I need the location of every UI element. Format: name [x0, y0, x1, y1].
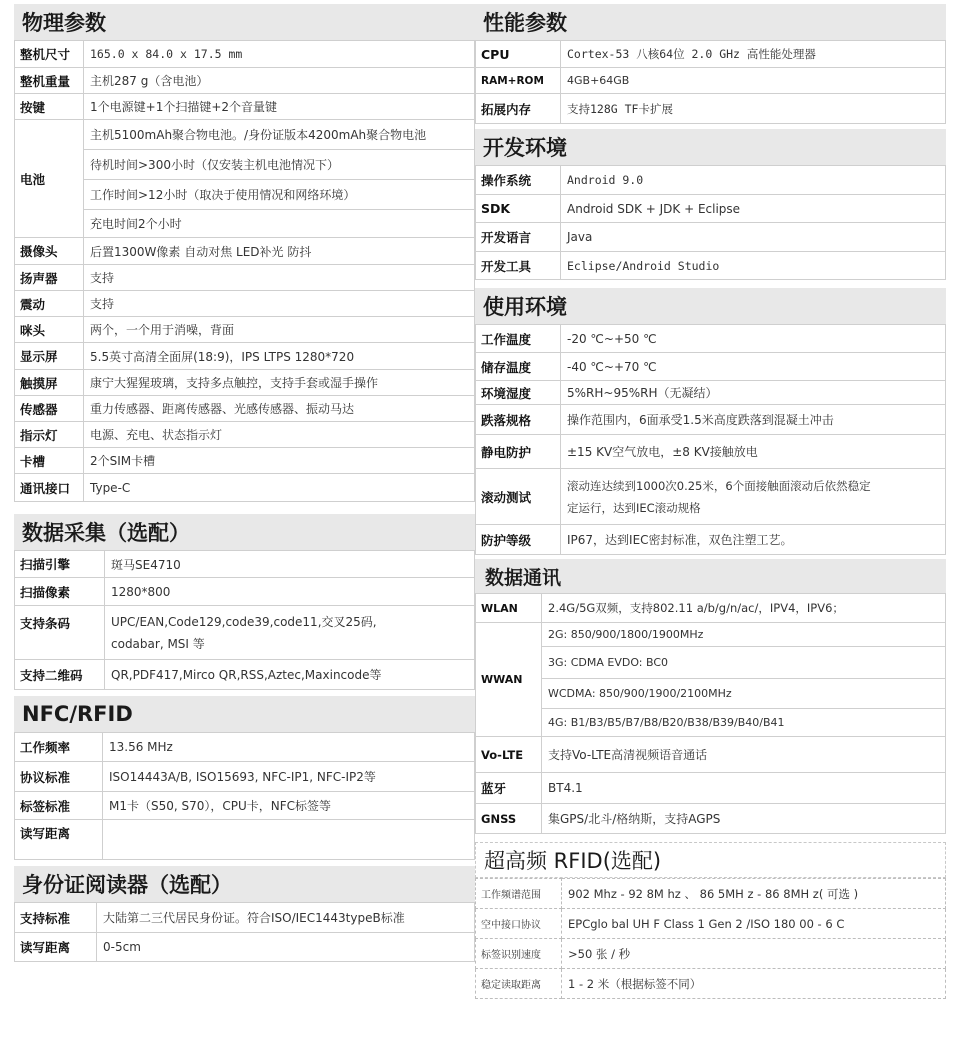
row-value: 0-5cm [97, 933, 475, 962]
row-value: 工作时间>12小时（取决于使用情况和网络环境） [84, 180, 475, 210]
row-key: 滚动测试 [476, 469, 561, 525]
table-row [476, 737, 946, 773]
row-key: 支持条码 [15, 606, 105, 660]
row-value: 康宁大猩猩玻璃，支持多点触控，支持手套或湿手操作 [84, 370, 475, 396]
row-value: 待机时间>300小时（仅安装主机电池情况下） [84, 150, 475, 180]
table-row [15, 180, 475, 210]
table-row [15, 820, 475, 860]
table-row [476, 969, 946, 999]
row-value: ISO14443A/B, ISO15693, NFC-IP1, NFC-IP2等 [103, 762, 475, 792]
table-row [15, 370, 475, 396]
table-row [15, 210, 475, 238]
uhf-table [475, 878, 946, 999]
row-value: 大陆第二三代居民身份证。符合ISO/IEC1443typeB标准 [97, 903, 475, 933]
table-row [15, 94, 475, 120]
table-row [15, 343, 475, 370]
table-row [15, 792, 475, 820]
row-value: 902 Mhz - 92 8M hz 、 86 5MH z - 86 8MH z( 可选 ) [562, 879, 946, 909]
section-title-idcard: 身份证阅读器（选配） [14, 866, 475, 902]
row-key: 卡槽 [15, 448, 84, 474]
row-value: EPCglo bal UH F Class 1 Gen 2 /ISO 180 00 - 6 C [562, 909, 946, 939]
table-row [476, 773, 946, 804]
row-value: 电源、充电、状态指示灯 [84, 422, 475, 448]
table-row [476, 709, 946, 737]
row-key: CPU [476, 41, 561, 68]
table-row [15, 317, 475, 343]
row-key: 扫描引擎 [15, 551, 105, 578]
row-key: Vo-LTE [476, 737, 542, 773]
row-key: 防护等级 [476, 525, 561, 555]
table-row [15, 733, 475, 762]
row-value [105, 606, 475, 660]
dev-table [475, 165, 946, 280]
table-row [15, 265, 475, 291]
row-value: >50 张 / 秒 [562, 939, 946, 969]
row-value: Android SDK + JDK + Eclipse [561, 195, 946, 223]
row-key: GNSS [476, 804, 542, 834]
row-key: 环境湿度 [476, 381, 561, 405]
row-value: 主机287 g（含电池） [84, 68, 475, 94]
row-value: BT4.1 [542, 773, 946, 804]
row-key: 开发语言 [476, 223, 561, 252]
table-row [15, 933, 475, 962]
row-value: WCDMA: 850/900/1900/2100MHz [542, 679, 946, 709]
row-value: 13.56 MHz [103, 733, 475, 762]
table-row [15, 422, 475, 448]
table-row [476, 353, 946, 381]
table-row [15, 474, 475, 502]
table-row [476, 166, 946, 195]
row-key: 协议标准 [15, 762, 103, 792]
table-row [15, 551, 475, 578]
table-row [476, 252, 946, 280]
table-row [15, 396, 475, 422]
row-value: -40 ℃~+70 ℃ [561, 353, 946, 381]
nfc-table [14, 732, 475, 860]
idcard-table [14, 902, 475, 962]
row-value: QR,PDF417,Mirco QR,RSS,Aztec,Maxincode等 [105, 660, 475, 690]
row-value: Android 9.0 [561, 166, 946, 195]
scan-table [14, 550, 475, 690]
spacer [475, 280, 946, 288]
row-key: 通讯接口 [15, 474, 84, 502]
row-key: 开发工具 [476, 252, 561, 280]
physical-table [14, 40, 475, 502]
row-key: 扫描像素 [15, 578, 105, 606]
row-value: 2个SIM卡槽 [84, 448, 475, 474]
row-key: RAM+ROM [476, 68, 561, 94]
table-row [15, 762, 475, 792]
table-row [476, 435, 946, 469]
table-row [476, 94, 946, 124]
row-value: 支持Vo-LTE高清视频语音通话 [542, 737, 946, 773]
table-row [476, 68, 946, 94]
table-row [476, 804, 946, 834]
section-title-physical: 物理参数 [14, 4, 475, 40]
spacer [475, 834, 946, 842]
row-value: IP67，达到IEC密封标准，双色注塑工艺。 [561, 525, 946, 555]
row-value: 两个，一个用于消噪，背面 [84, 317, 475, 343]
row-value: 2G: 850/900/1800/1900MHz [542, 623, 946, 647]
row-key: WLAN [476, 594, 542, 623]
row-key: 扬声器 [15, 265, 84, 291]
env-table [475, 324, 946, 555]
row-key: 操作系统 [476, 166, 561, 195]
table-row [15, 68, 475, 94]
row-key: 静电防护 [476, 435, 561, 469]
section-title-perf: 性能参数 [475, 4, 946, 40]
section-title-scan: 数据采集（选配） [14, 514, 475, 550]
row-value: 重力传感器、距离传感器、光感传感器、振动马达 [84, 396, 475, 422]
row-key: 支持标准 [15, 903, 97, 933]
section-title-dev: 开发环境 [475, 129, 946, 165]
row-value: 操作范围内，6面承受1.5米高度跌落到混凝土冲击 [561, 405, 946, 435]
section-title-uhf: 超高频 RFID(选配) [475, 842, 946, 878]
row-value: ±15 KV空气放电，±8 KV接触放电 [561, 435, 946, 469]
row-value: M1卡（S50, S70），CPU卡，NFC标签等 [103, 792, 475, 820]
row-key: 整机尺寸 [15, 41, 84, 68]
table-row [476, 879, 946, 909]
row-key: 读写距离 [15, 933, 97, 962]
row-key: 按键 [15, 94, 84, 120]
table-row [15, 903, 475, 933]
row-value: 充电时间2个小时 [84, 210, 475, 238]
row-key: 震动 [15, 291, 84, 317]
row-value: 5.5英寸高清全面屏(18:9)，IPS LTPS 1280*720 [84, 343, 475, 370]
row-key: 空中接口协议 [476, 909, 562, 939]
table-row [476, 405, 946, 435]
table-row [476, 469, 946, 525]
row-key: 整机重量 [15, 68, 84, 94]
table-row [15, 660, 475, 690]
row-key: 传感器 [15, 396, 84, 422]
row-value: Cortex-53 八核64位 2.0 GHz 高性能处理器 [561, 41, 946, 68]
row-value: 后置1300W像素 自动对焦 LED补光 防抖 [84, 238, 475, 265]
value-line: UPC/EAN,Code129,code39,code11,交叉25码, [111, 614, 377, 629]
table-row [15, 41, 475, 68]
row-value: 2.4G/5G双频，支持802.11 a/b/g/n/ac/，IPV4，IPV6； [542, 594, 946, 623]
row-key: 工作温度 [476, 325, 561, 353]
table-row [15, 238, 475, 265]
row-value: 主机5100mAh聚合物电池。/身份证版本4200mAh聚合物电池 [84, 120, 475, 150]
table-row [476, 679, 946, 709]
row-key: 工作频率 [15, 733, 103, 762]
row-value: 5%RH~95%RH（无凝结） [561, 381, 946, 405]
row-value: 1 - 2 米（根据标签不同） [562, 969, 946, 999]
row-key: 蓝牙 [476, 773, 542, 804]
row-value: Java [561, 223, 946, 252]
table-row [15, 448, 475, 474]
table-row [476, 525, 946, 555]
value-line: 滚动连达续到1000次0.25米，6个面接触面滚动后依然稳定 [567, 478, 871, 493]
row-key: 咪头 [15, 317, 84, 343]
section-title-nfc: NFC/RFID [14, 696, 475, 732]
table-row [15, 578, 475, 606]
table-row [15, 120, 475, 150]
table-row [476, 623, 946, 647]
value-line: codabar, MSI 等 [111, 636, 205, 651]
row-key: 标签识别速度 [476, 939, 562, 969]
row-value: 支持 [84, 291, 475, 317]
row-key: 电池 [15, 120, 84, 238]
spacer [14, 502, 475, 514]
left-column [14, 4, 475, 962]
row-key: 触摸屏 [15, 370, 84, 396]
table-row [476, 594, 946, 623]
row-value [561, 469, 946, 525]
row-key: 拓展内存 [476, 94, 561, 124]
table-row [15, 291, 475, 317]
perf-table [475, 40, 946, 124]
row-key: 储存温度 [476, 353, 561, 381]
row-value: 165.0 x 84.0 x 17.5 mm [84, 41, 475, 68]
table-row [476, 41, 946, 68]
table-row [476, 939, 946, 969]
row-value: 支持128G TF卡扩展 [561, 94, 946, 124]
table-row [476, 325, 946, 353]
table-row [476, 381, 946, 405]
table-row [476, 223, 946, 252]
row-value [103, 820, 475, 860]
row-value: 集GPS/北斗/格纳斯，支持AGPS [542, 804, 946, 834]
table-row [15, 606, 475, 660]
table-row [476, 195, 946, 223]
row-value: 4G: B1/B3/B5/B7/B8/B20/B38/B39/B40/B41 [542, 709, 946, 737]
row-value: 4GB+64GB [561, 68, 946, 94]
section-title-comm: 数据通讯 [475, 559, 946, 593]
row-value: 支持 [84, 265, 475, 291]
row-value: Type-C [84, 474, 475, 502]
row-value: Eclipse/Android Studio [561, 252, 946, 280]
row-key: SDK [476, 195, 561, 223]
row-key: 指示灯 [15, 422, 84, 448]
table-row [476, 647, 946, 679]
table-row [15, 150, 475, 180]
row-value: 1280*800 [105, 578, 475, 606]
row-key: 稳定读取距离 [476, 969, 562, 999]
row-value: 斑马SE4710 [105, 551, 475, 578]
value-line: 定运行，达到IEC滚动规格 [567, 500, 701, 515]
row-key: WWAN [476, 623, 542, 737]
table-row [476, 909, 946, 939]
row-key: 摄像头 [15, 238, 84, 265]
row-value: 3G: CDMA EVDO: BC0 [542, 647, 946, 679]
row-key: 标签标准 [15, 792, 103, 820]
row-value: -20 ℃~+50 ℃ [561, 325, 946, 353]
row-key: 读写距离 [15, 820, 103, 860]
row-key: 工作频谱范围 [476, 879, 562, 909]
row-value: 1个电源键+1个扫描键+2个音量键 [84, 94, 475, 120]
row-key: 支持二维码 [15, 660, 105, 690]
comm-table [475, 593, 946, 834]
row-key: 显示屏 [15, 343, 84, 370]
right-column [475, 4, 946, 999]
row-key: 跌落规格 [476, 405, 561, 435]
section-title-env: 使用环境 [475, 288, 946, 324]
